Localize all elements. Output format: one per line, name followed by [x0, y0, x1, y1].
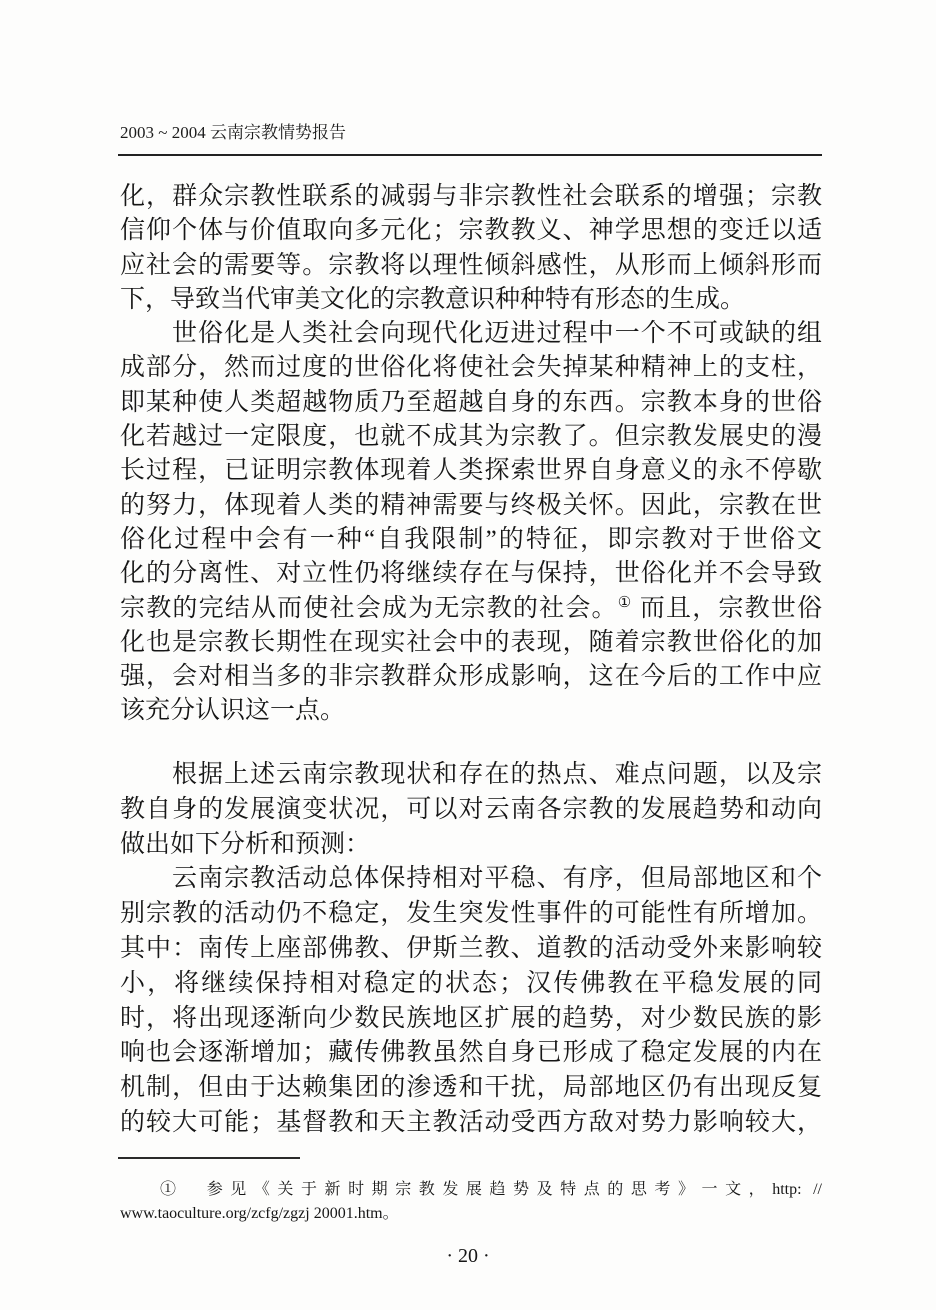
text-line: 云南宗教活动总体保持相对平稳、有序，但局部地区和个	[172, 865, 822, 893]
footnote-line: www.taoculture.org/zcfg/zgzj 20001.htm。	[120, 1205, 399, 1222]
footnote-line	[160, 1178, 822, 1202]
text-line: 即某种使人类超越物质乃至超越自身的东西。宗教本身的世俗	[120, 388, 822, 416]
text-line: 根据上述云南宗教现状和存在的热点、难点问题，以及宗	[172, 761, 822, 788]
body-text-upper	[120, 180, 822, 729]
text-line: 响也会逐渐增加；藏传佛教虽然自身已形成了稳定发展的内在	[120, 1039, 822, 1067]
page-number: · 20 ·	[446, 1245, 490, 1267]
text-line: 长过程，已证明宗教体现着人类探索世界自身意义的永不停歇	[120, 457, 822, 485]
text-line: 的较大可能；基督教和天主教活动受西方敌对势力影响较大，	[120, 1108, 822, 1136]
body-text-lower	[120, 758, 822, 1141]
text-line: 该充分认识这一点。	[120, 697, 346, 725]
text-line: 下，导致当代审美文化的宗教意识种种特有形态的生成。	[120, 285, 746, 313]
text-line: 小，将继续保持相对稳定的状态；汉传佛教在平稳发展的同	[120, 969, 822, 997]
text-line: 强，会对相当多的非宗教群众形成影响，这在今后的工作中应	[120, 663, 822, 691]
footnote-text: 参见《关于新时期宗教发展趋势及特点的思考》一文，http: //	[206, 1181, 822, 1198]
text-line: 做出如下分析和预测：	[120, 830, 371, 858]
text-line: 教自身的发展演变状况，可以对云南各宗教的发展趋势和动向	[120, 795, 822, 823]
text-line: 时，将出现逐渐向少数民族地区扩展的趋势，对少数民族的影	[120, 1004, 822, 1032]
text-line	[120, 592, 822, 626]
text-line: 其中：南传上座部佛教、伊斯兰教、道教的活动受外来影响较	[120, 934, 822, 962]
text-line: 世俗化是人类社会向现代化迈进过程中一个不可或缺的组	[172, 320, 822, 348]
header-rule	[118, 154, 822, 156]
text-line: 成部分，然而过度的世俗化将使社会失掉某种精神上的支柱，	[120, 354, 822, 382]
text-line: 别宗教的活动仍不稳定，发生突发性事件的可能性有所增加。	[120, 900, 822, 928]
running-head: 2003 ~ 2004 云南宗教情势报告	[120, 123, 346, 142]
text-line: 化，群众宗教性联系的减弱与非宗教性社会联系的增强；宗教	[120, 183, 822, 210]
text-line: 机制，但由于达赖集团的渗透和干扰，局部地区仍有出现反复	[120, 1074, 822, 1102]
text-line: 化若越过一定限度，也就不成其为宗教了。但宗教发展史的漫	[120, 423, 822, 451]
text-line: 俗化过程中会有一种“自我限制”的特征，即宗教对于世俗文	[120, 525, 822, 553]
text-line: 化也是宗教长期性在现实社会中的表现，随着宗教世俗化的加	[120, 628, 822, 656]
footnote-rule	[118, 1157, 300, 1159]
footnote-reference: ①	[617, 594, 633, 611]
text-line: 化的分离性、对立性仍将继续存在与保持，世俗化并不会导致	[120, 560, 822, 588]
text-line: 信仰个体与价值取向多元化；宗教教义、神学思想的变迁以适	[120, 217, 822, 245]
text-line: 的努力，体现着人类的精神需要与终极关怀。因此，宗教在世	[120, 491, 822, 519]
text-segment: 宗教的完结从而使社会成为无宗教的社会。	[120, 594, 618, 622]
text-segment: 而且，宗教世俗	[632, 594, 822, 622]
text-line: 应社会的需要等。宗教将以理性倾斜感性，从形而上倾斜形而	[120, 251, 822, 279]
footnote-marker: ①	[160, 1181, 184, 1198]
